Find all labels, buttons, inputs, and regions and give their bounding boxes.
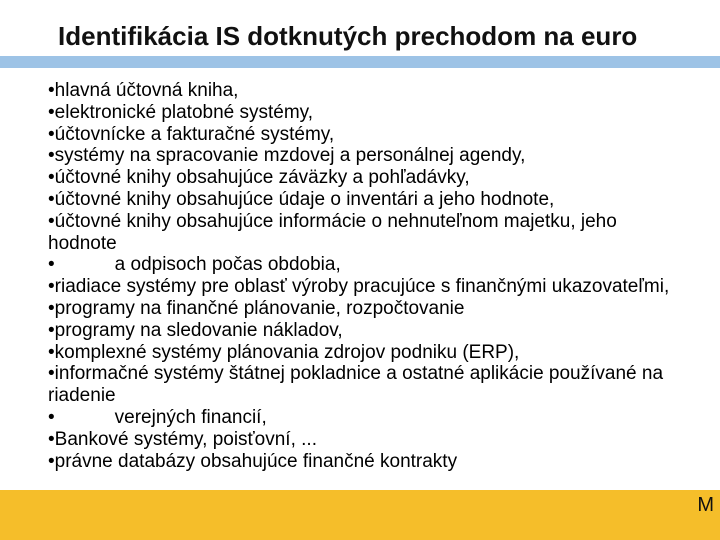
list-item-text: verejných financií,: [114, 406, 267, 428]
list-item-text: informačné systémy štátnej pokladnice a ostatné aplikácie používané na riadenie: [48, 363, 664, 407]
list-item: [48, 298, 688, 320]
list-item: [48, 407, 688, 429]
bullet-icon: •: [48, 450, 55, 472]
bullet-icon: •: [48, 297, 55, 319]
list-item-text: a odpisoch počas obdobia,: [114, 254, 341, 276]
list-item: [48, 429, 688, 451]
bullet-icon: •: [48, 363, 55, 385]
bullet-list: [48, 80, 688, 472]
list-item-text: systémy na spracovanie mzdovej a personálnej agendy,: [54, 145, 526, 167]
bullet-icon: •: [48, 167, 55, 189]
list-item: [48, 363, 688, 407]
bullet-icon: •: [48, 145, 55, 167]
list-item-text: účtovnícke a fakturačné systémy,: [54, 123, 335, 145]
list-item-text: programy na finančné plánovanie, rozpočtovanie: [54, 297, 465, 319]
list-item: [48, 80, 688, 102]
list-item: [48, 342, 688, 364]
list-item: [48, 167, 688, 189]
slide-title: Identifikácia IS dotknutých prechodom na euro: [58, 21, 638, 51]
bullet-icon: •: [48, 101, 55, 123]
list-item: [48, 145, 688, 167]
bullet-icon: •: [48, 319, 55, 341]
bullet-icon: •: [48, 210, 55, 232]
bullet-icon: •: [48, 188, 55, 210]
list-item-text: právne databázy obsahujúce finančné kontrakty: [54, 450, 458, 472]
list-item-text: komplexné systémy plánovania zdrojov podniku (ERP),: [54, 341, 520, 363]
footer-logo-letter: M: [697, 494, 714, 516]
list-item: [48, 189, 688, 211]
bullet-icon: •: [48, 276, 55, 298]
bullet-icon: •: [48, 80, 55, 101]
list-item-text: účtovné knihy obsahujúce údaje o inventári a jeho hodnote,: [54, 188, 555, 210]
footer-band: [0, 490, 720, 540]
bullet-icon: •: [48, 428, 55, 450]
list-item: [48, 320, 688, 342]
list-item-text: riadiace systémy pre oblasť výroby pracujúce s finančnými ukazovateľmi,: [54, 276, 670, 298]
list-item: [48, 102, 688, 124]
bullet-icon: •: [48, 406, 55, 428]
bullet-icon: •: [48, 341, 55, 363]
list-item: [48, 276, 688, 298]
list-item-text: elektronické platobné systémy,: [54, 101, 314, 123]
list-item: [48, 124, 688, 146]
bullet-icon: •: [48, 254, 55, 276]
list-item-text: účtovné knihy obsahujúce záväzky a pohľadávky,: [54, 167, 470, 189]
list-item-text: účtovné knihy obsahujúce informácie o nehnuteľnom majetku, jeho hodnote: [48, 210, 617, 254]
bullet-icon: •: [48, 123, 55, 145]
list-item: [48, 211, 688, 255]
list-item: [48, 451, 688, 473]
list-item-text: programy na sledovanie nákladov,: [54, 319, 343, 341]
list-item: [48, 254, 688, 276]
list-item-text: Bankové systémy, poisťovní, ...: [54, 428, 317, 450]
list-item-text: hlavná účtovná kniha,: [54, 80, 239, 101]
title-underline-bar: [0, 56, 720, 68]
